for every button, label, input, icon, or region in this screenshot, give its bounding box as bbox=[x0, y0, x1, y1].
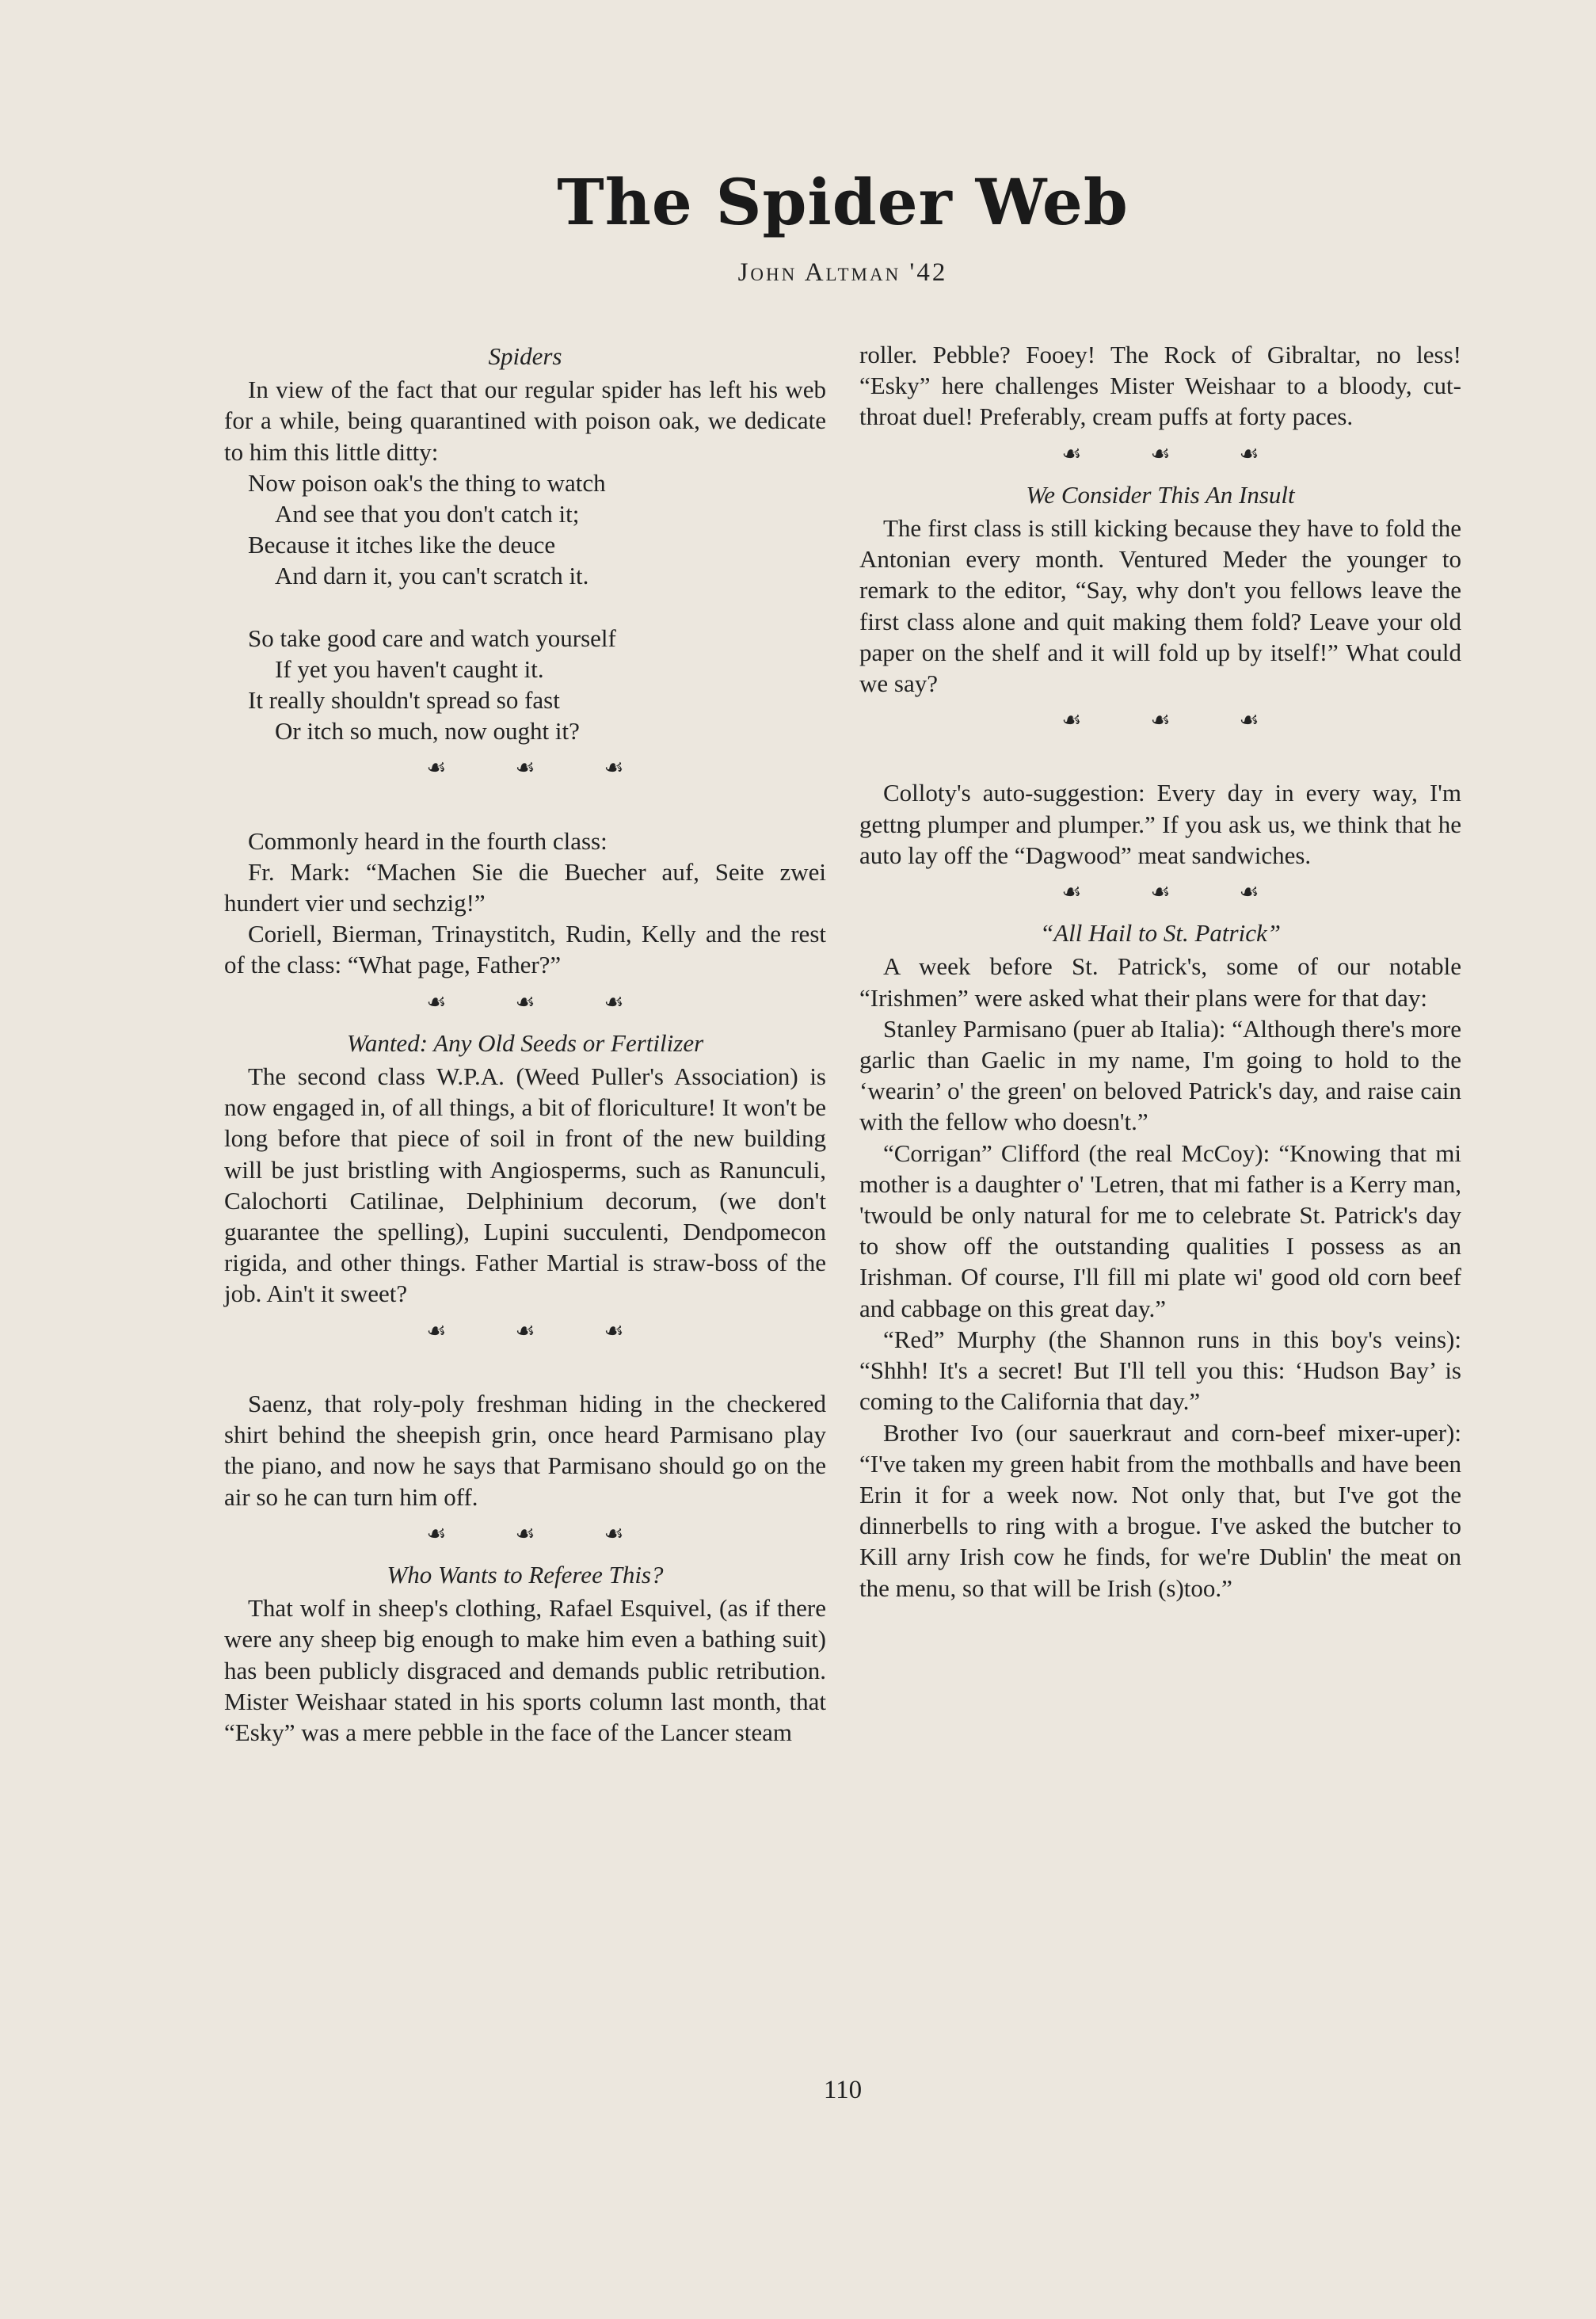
paragraph: That wolf in sheep's clothing, Rafael Esquivel, (as if there were any sheep big enough to make him even a bathing suit) has been publicly disgraced and demands public retribution. Mister Weishaar stated in his sports column last month, that “Esky” was a mere pebble in the face of the Lancer steam bbox=[224, 1594, 826, 1746]
poem-stanza bbox=[224, 623, 826, 747]
paragraph: “Red” Murphy (the Shannon runs in this boy's veins): “Shhh! It's a secret! But I'll tell you this: ‘Hudson Bay’ is coming to the California that day.” bbox=[859, 1325, 1461, 1416]
poem-line: And see that you don't catch it; bbox=[275, 500, 580, 528]
paragraph: roller. Pebble? Fooey! The Rock of Gibraltar, no less! “Esky” here challenges Mister Weishaar to a bloody, cut-throat duel! Preferably, cream puffs at forty paces. bbox=[859, 341, 1461, 431]
section-heading: “All Hail to St. Patrick” bbox=[1040, 919, 1281, 948]
section-heading: We Consider This An Insult bbox=[1026, 480, 1295, 509]
paragraph: Coriell, Bierman, Trinaystitch, Rudin, Kelly and the rest of the class: “What page, Father?” bbox=[224, 920, 826, 979]
byline: John Altman '42 bbox=[737, 258, 948, 287]
paragraph: Fr. Mark: “Machen Sie die Buecher auf, Seite zwei hundert vier und sechzig!” bbox=[224, 857, 826, 917]
shamrock-ornament: ☙ ☙ ☙ bbox=[426, 1521, 656, 1547]
paragraph: Stanley Parmisano (puer ab Italia): “Although there's more garlic than Gaelic in my name, I'm going to hold to the ‘wearin’ o' the green' on beloved Patrick's day, and raise cain with the fellow who doesn't.” bbox=[859, 1014, 1461, 1136]
paragraph: Colloty's auto-suggestion: Every day in every way, I'm gettng plumper and plumper.” If you ask us, we think that he auto lay off the “Dagwood” meat sandwiches. bbox=[859, 779, 1461, 869]
right-column bbox=[859, 339, 1461, 1604]
poem-line: And darn it, you can't scratch it. bbox=[275, 562, 589, 590]
paragraph: Brother Ivo (our sauerkraut and corn-beef mixer-uper): “I've taken my green habit from the mothballs and have been Erin it for a week now. Not only that, but I've got the dinnerbells to ring with a brogue. I've asked the butcher to Kill arny Irish cow he finds, for we're Dublin' the meat on the menu, so that will be Irish (s)too.” bbox=[859, 1418, 1461, 1602]
poem-stanza bbox=[224, 467, 826, 592]
page-number: 110 bbox=[823, 2076, 863, 2104]
poem-line: Or itch so much, now ought it? bbox=[275, 717, 580, 746]
section-heading: Spiders bbox=[488, 342, 562, 370]
shamrock-ornament: ☙ ☙ ☙ bbox=[1061, 880, 1291, 906]
paragraph: Saenz, that roly-poly freshman hiding in the checkered shirt behind the sheepish grin, once heard Parmisano play the piano, and now he says that Parmisano should go on the air so he can turn him off. bbox=[224, 1389, 826, 1511]
poem-line: It really shouldn't spread so fast bbox=[248, 686, 560, 715]
shamrock-ornament: ☙ ☙ ☙ bbox=[426, 1318, 656, 1344]
shamrock-ornament: ☙ ☙ ☙ bbox=[1061, 708, 1291, 734]
paragraph: “Corrigan” Clifford (the real McCoy): “Knowing that mi mother is a daughter o' 'Letren, that mi father is a Kerry man, 'twould be only natural for me to celebrate St. Patrick's day to show off the outstanding qualities I possess as an Irishman. Of course, I'll fill mi plate wi' good old corn beef and cabbage on this great day.” bbox=[859, 1139, 1461, 1322]
left-column bbox=[224, 339, 826, 1748]
paragraph: Commonly heard in the fourth class: bbox=[248, 826, 608, 855]
shamrock-ornament: ☙ ☙ ☙ bbox=[426, 990, 656, 1015]
poem-line: So take good care and watch yourself bbox=[248, 624, 616, 652]
poem-line: If yet you haven't caught it. bbox=[275, 654, 544, 683]
section-heading: Who Wants to Referee This? bbox=[387, 1560, 664, 1589]
paragraph: The first class is still kicking because they have to fold the Antonian every month. Ventured Meder the younger to remark to the editor, “Say, why don't you fellows leave the first class alone and quit making them fold? Leave your old paper on the shelf and it will fold up by itself!” What could we say? bbox=[859, 514, 1461, 698]
paragraph: A week before St. Patrick's, some of our notable “Irishmen” were asked what their plans were for that day: bbox=[859, 952, 1461, 1012]
page-title: The Spider Web bbox=[557, 165, 1129, 239]
paragraph: In view of the fact that our regular spider has left his web for a while, being quarantined with poison oak, we dedicate to him this little ditty: bbox=[224, 376, 826, 466]
poem-line: Because it itches like the deuce bbox=[248, 531, 556, 559]
shamrock-ornament: ☙ ☙ ☙ bbox=[1061, 441, 1291, 467]
paragraph: The second class W.P.A. (Weed Puller's Association) is now engaged in, of all things, a bit of floriculture! It won't be long before that piece of soil in front of the new building will be just bristling with Angiosperms, such as Ranunculi, Calochorti Catilinae, Delphinium decorum, (we don't guarantee the spelling), Lupini succulenti, Dendpomecon rigida, and other things. Father Martial is straw-boss of the job. Ain't it sweet? bbox=[224, 1062, 826, 1308]
shamrock-ornament: ☙ ☙ ☙ bbox=[426, 756, 656, 781]
section-heading: Wanted: Any Old Seeds or Fertilizer bbox=[346, 1028, 704, 1057]
poem-line: Now poison oak's the thing to watch bbox=[248, 468, 606, 497]
